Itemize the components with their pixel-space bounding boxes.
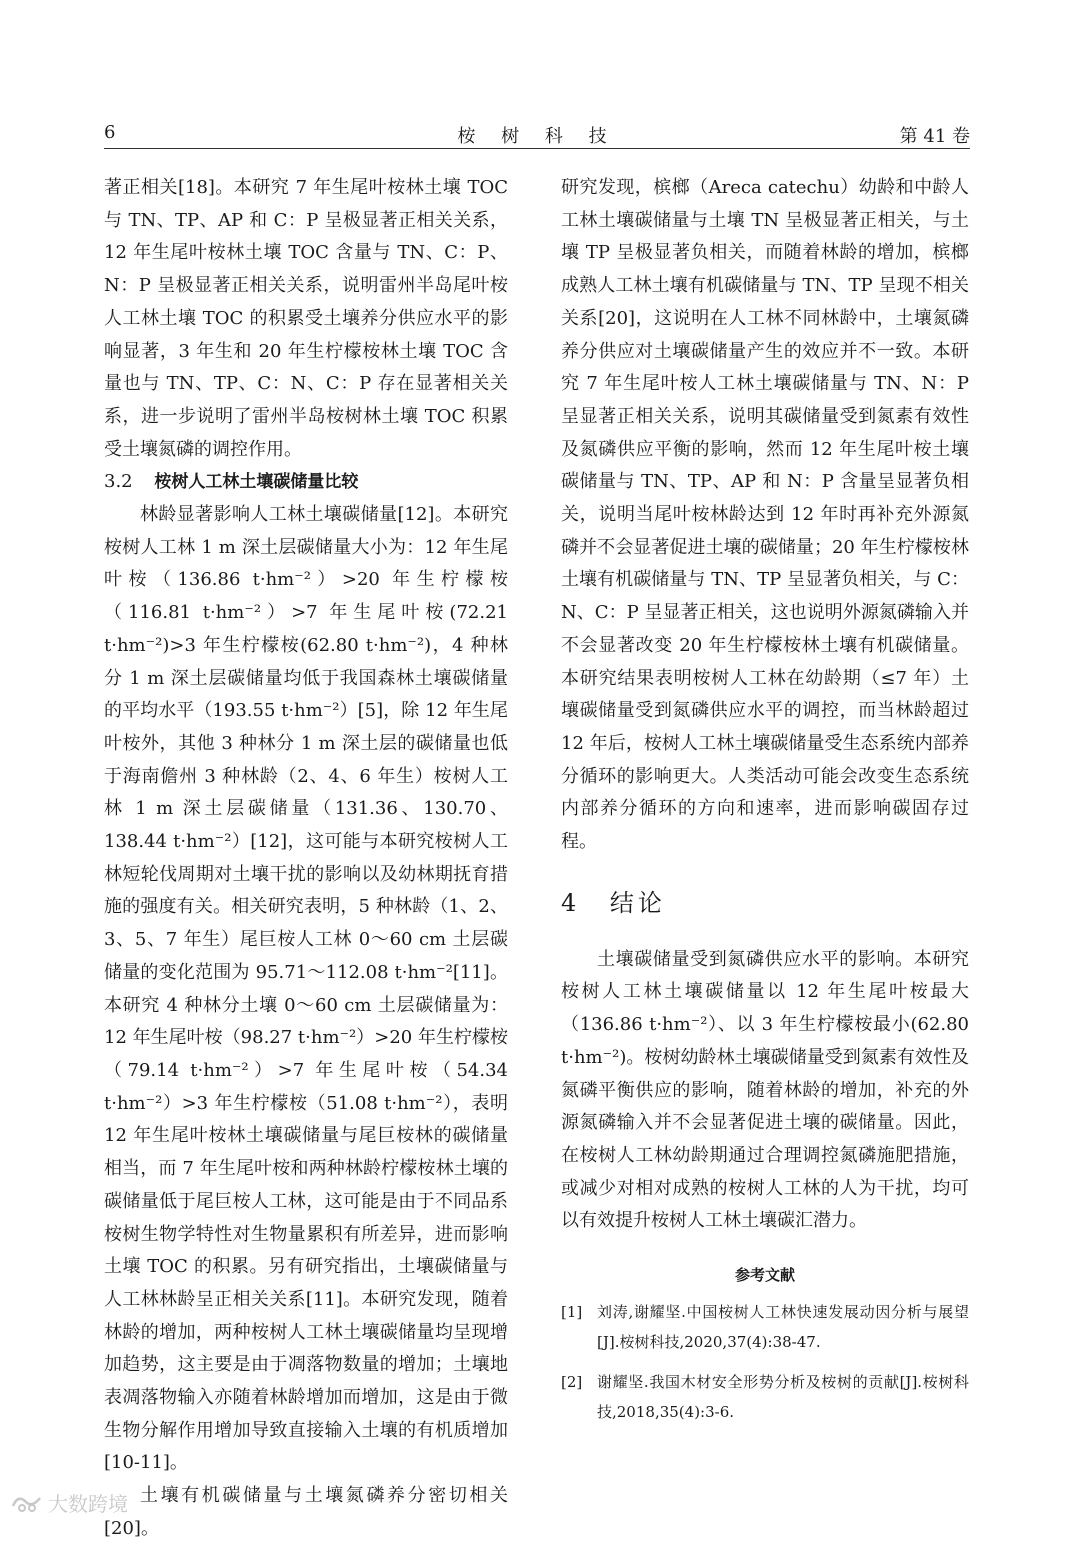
running-header (104, 118, 970, 149)
section-number: 3.2 (104, 471, 133, 493)
conclusion-title: 结论 (609, 888, 666, 917)
references-heading: 参考文献 (734, 1266, 795, 1285)
paragraph: 土壤有机碳储量与土壤氮磷养分密切相关[20]。 (104, 1485, 508, 1539)
watermark-text: 大数跨境 (48, 1492, 128, 1516)
reference-number: [1] (561, 1303, 583, 1322)
reference-number: [2] (561, 1373, 583, 1392)
page-number: 6 (104, 122, 116, 143)
journal-title: 桉 树 科 技 (457, 126, 617, 147)
watermark (10, 1488, 128, 1517)
paragraph: 土壤碳储量受到氮磷供应水平的影响。本研究桉树人工林土壤碳储量以 12 年生尾叶桉最大（136.86 t·hm⁻²）、以 3 年生柠檬桉最小(62.80 t·hm⁻²)。桉树幼龄林土壤碳储量受到氮素有效性及氮磷平衡供应的影响，随着林龄的增加，补充的外源氮磷输入并不会显著促进土壤的碳储量。因此，在桉树人工林幼龄期通过合理调控氮磷施肥措施，或减少对相对成熟的桉树人工林的人为干扰，均可以有效提升桉树人工林土壤碳汇潜力。 (561, 948, 969, 1232)
conclusion-heading (561, 883, 969, 918)
section-heading (104, 466, 508, 499)
paragraph: 著正相关[18]。本研究 7 年生尾叶桉林土壤 TOC 与 TN、TP、AP 和 C：P 呈极显著正相关关系，12 年生尾叶桉林土壤 TOC 含量与 TN、C：P、N：P 呈极显著正相关关系，说明雷州半岛尾叶桉人工林土壤 TOC 的积累受土壤养分供应水平的影响显著，3 年生和 20 年生柠檬桉林土壤 TOC 含量也与 TN、TP、C：N、C：P 存在显著相关关系，进一步说明了雷州半岛桉树林土壤 TOC 积累受土壤氮磷的调控作用。 (104, 177, 508, 460)
right-column (561, 172, 969, 1437)
reference-item (561, 1367, 969, 1427)
paragraph: 研究发现，槟榔（Areca catechu）幼龄和中龄人工林土壤碳储量与土壤 TN 呈极显著正相关，与土壤 TP 呈极显著负相关，而随着林龄的增加，槟榔成熟人工林土壤有机碳储量与 TN、TP 呈现不相关关系[20]，这说明在人工林不同林龄中，土壤氮磷养分供应对土壤碳储量产生的效应并不一致。本研究 7 年生尾叶桉人工林土壤碳储量与 TN、N：P 呈显著正相关关系，说明其碳储量受到氮素有效性及氮磷供应平衡的影响，然而 12 年生尾叶桉土壤碳储量与 TN、TP、AP 和 N：P 含量呈显著负相关，说明当尾叶桉林龄达到 12 年时再补充外源氮磷并不会显著促进土壤的碳储量；20 年生柠檬桉林土壤有机碳储量与 TN、TP 呈显著负相关，与 C：N、C：P 呈显著正相关，这也说明外源氮磷输入并不会显著改变 20 年生柠檬桉林土壤有机碳储量。本研究结果表明桉树人工林在幼龄期（≤7 年）土壤碳储量受到氮磷供应水平的调控，而当林龄超过 12 年后，桉树人工林土壤碳储量受生态系统内部养分循环的影响更大。人类活动可能会改变生态系统内部养分循环的方向和速率，进而影响碳固存过程。 (561, 177, 969, 853)
conclusion-number: 4 (561, 888, 581, 917)
reference-text: 刘涛,谢耀坚.中国桉树人工林快速发展动因分析与展望[J].桉树科技,2020,37(4):38-47. (597, 1303, 969, 1352)
reference-item (561, 1297, 969, 1357)
paragraph: 林龄显著影响人工林土壤碳储量[12]。本研究桉树人工林 1 m 深土层碳储量大小为：12 年生尾叶桉（136.86 t·hm⁻²）>20 年生柠檬桉（116.81 t·hm⁻²）>7 年生尾叶桉(72.21 t·hm⁻²)>3 年生柠檬桉(62.80 t·hm⁻²)，4 种林分 1 m 深土层碳储量均低于我国森林土壤碳储量的平均水平（193.55 t·hm⁻²）[5]，除 12 年生尾叶桉外，其他 3 种林分 1 m 深土层的碳储量也低于海南儋州 3 种林龄（2、4、6 年生）桉树人工林 1 m 深土层碳储量（131.36、130.70、138.44 t·hm⁻²）[12]，这可能与本研究桉树人工林短轮伐周期对土壤干扰的影响以及幼林期抚育措施的强度有关。相关研究表明，5 种林龄（1、2、3、5、7 年生）尾巨桉人工林 0～60 cm 土层碳储量的变化范围为 95.71～112.08 t·hm⁻²[11]。本研究 4 种林分土壤 0～60 cm 土层碳储量为：12 年生尾叶桉（98.27 t·hm⁻²）>20 年生柠檬桉（79.14 t·hm⁻²）>7 年生尾叶桉（54.34 t·hm⁻²）>3 年生柠檬桉（51.08 t·hm⁻²），表明 12 年生尾叶桉林土壤碳储量与尾巨桉林的碳储量相当，而 7 年生尾叶桉和两种林龄柠檬桉林土壤的碳储量低于尾巨桉人工林，这可能是由于不同品系桉树生物学特性对生物量累积有所差异，进而影响土壤 TOC 的积累。另有研究指出，土壤碳储量与人工林林龄呈正相关关系[11]。本研究发现，随着林龄的增加，两种桉树人工林土壤碳储量均呈现增加趋势，这主要是由于凋落物数量的增加；土壤地表凋落物输入亦随着林龄增加而增加，这是由于微生物分解作用增加导致直接输入土壤的有机质增加[10-11]。 (104, 504, 508, 1474)
section-title: 桉树人工林土壤碳储量比较 (154, 472, 359, 493)
volume-label: 第 41 卷 (899, 126, 970, 147)
left-column (104, 172, 508, 1546)
reference-text: 谢耀坚.我国木材安全形势分析及桉树的贡献[J].桉树科技,2018,35(4):3-6. (597, 1373, 969, 1422)
watermark-logo-icon (10, 1492, 44, 1514)
